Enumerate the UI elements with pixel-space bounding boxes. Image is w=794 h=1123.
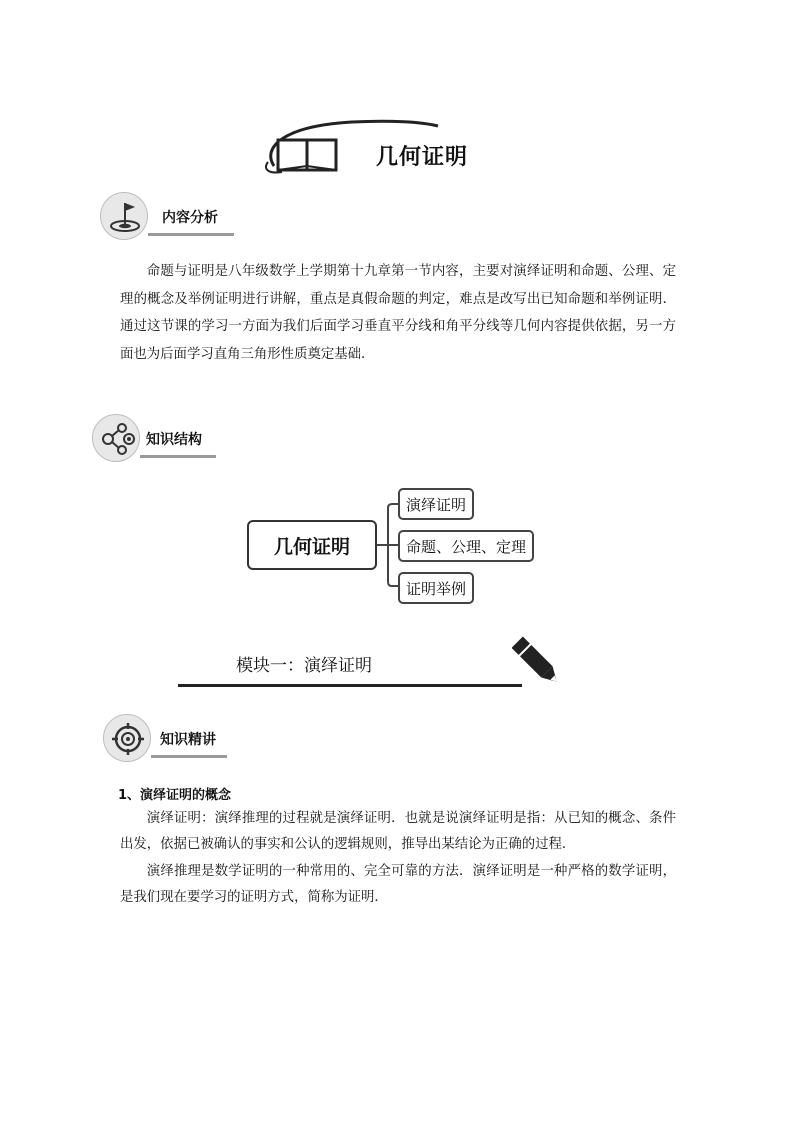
section-circle <box>100 192 148 240</box>
target-flag-icon <box>101 193 149 241</box>
diagram-node-propositions: 命题、公理、定理 <box>398 530 534 562</box>
page-title: 几何证明 <box>376 145 469 170</box>
module-banner <box>176 634 566 690</box>
section-title: 知识结构 <box>146 432 202 448</box>
module-title: 模块一：演绎证明 <box>236 656 372 676</box>
concept-heading: 1、演绎证明的概念 <box>118 788 232 803</box>
title-banner <box>262 118 542 178</box>
section-rule <box>148 233 234 236</box>
section-rule <box>151 755 227 758</box>
section-title: 内容分析 <box>162 210 218 226</box>
concept-paragraph-1: 演绎证明：演绎推理的过程就是演绎证明．也就是说演绎证明是指：从已知的概念、条件出发，依据已被确认的事实和公认的逻辑规则，推导出某结论为正确的过程． <box>120 811 676 852</box>
section-header-content-analysis <box>100 192 235 244</box>
section-rule <box>140 455 216 458</box>
section-circle <box>92 414 140 462</box>
structure-diagram <box>246 486 566 608</box>
concept-paragraph-2: 演绎推理是数学证明的一种常用的、完全可靠的方法．演绎证明是一种严格的数学证明，是我们现在要学习的证明方式，简称为证明． <box>120 864 676 905</box>
content-analysis-paragraph: 命题与证明是八年级数学上学期第十九章第一节内容，主要对演绎证明和命题、公理、定理的概念及举例证明进行讲解，重点是真假命题的判定，难点是改写出已知命题和举例证明．通过这节课的学习一方面为我们后面学习垂直平分线和角平分线等几何内容提供依据，另一方面也为后面学习直角三角形性质奠定基础． <box>120 264 676 362</box>
diagram-node-proof-examples: 证明举例 <box>398 572 474 604</box>
section-circle <box>103 714 151 762</box>
module-underline <box>178 684 522 687</box>
section-header-knowledge-structure <box>92 414 217 466</box>
network-icon <box>93 415 141 463</box>
crosshair-target-icon <box>104 715 152 763</box>
section-title: 知识精讲 <box>160 732 216 748</box>
diagram-node-deductive-proof: 演绎证明 <box>398 488 474 520</box>
diagram-root-node: 几何证明 <box>247 520 377 570</box>
pencil-icon <box>512 634 562 690</box>
section-header-knowledge-explanation <box>103 714 228 766</box>
